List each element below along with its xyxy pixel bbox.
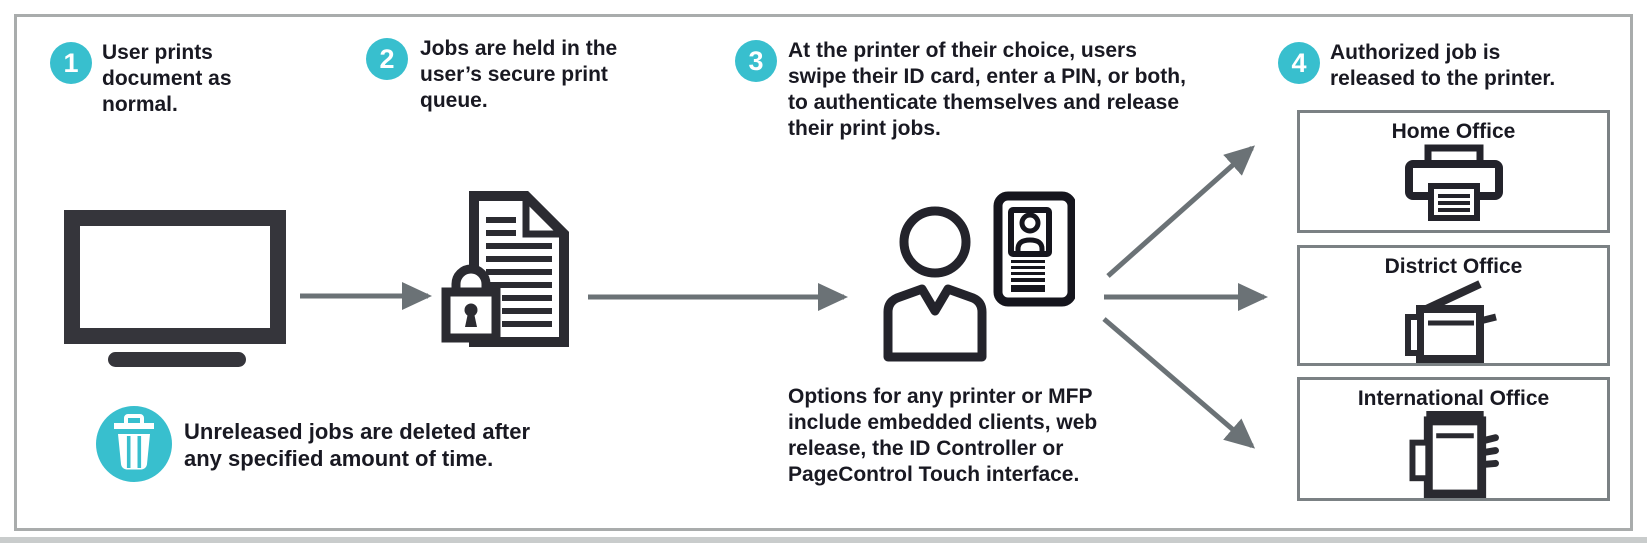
mfp-icon	[1404, 411, 1504, 498]
step-3-label: At the printer of their choice, users swipe their ID card, enter a PIN, or both, to authenticate themselves and release their print jobs.	[788, 39, 1186, 140]
copier-icon	[1396, 279, 1511, 363]
step-1-badge	[50, 42, 92, 84]
step-3-number: 3	[748, 45, 764, 76]
destination-district-office	[1297, 245, 1610, 366]
step-4-badge	[1278, 42, 1320, 84]
step-3-badge	[735, 40, 777, 82]
destination-international-office-label: International Office	[1357, 387, 1550, 410]
step-4-number: 4	[1291, 47, 1307, 78]
destination-home-office-label: Home Office	[1391, 120, 1516, 143]
step-2-label: Jobs are held in the user’s secure print queue.	[420, 37, 618, 112]
monitor-icon	[64, 210, 286, 368]
locked-document-icon	[440, 190, 575, 360]
id-card-icon	[998, 196, 1072, 302]
destination-district-office-label: District Office	[1384, 255, 1523, 278]
printer-icon	[1404, 144, 1504, 222]
destination-international-office	[1297, 377, 1610, 501]
step-2-badge	[366, 38, 408, 80]
deletion-note: Unreleased jobs are deleted after any specified amount of time.	[184, 419, 531, 471]
step-4-label: Authorized job is released to the printer.	[1330, 41, 1556, 90]
step-1-label: User prints document as normal.	[102, 41, 232, 116]
step-1-number: 1	[63, 47, 79, 78]
destination-home-office	[1297, 110, 1610, 233]
options-note: Options for any printer or MFP include embedded clients, web release, the ID Controller or PageControl Touch interface.	[788, 385, 1098, 486]
step-2-number: 2	[379, 43, 395, 74]
bottom-divider	[0, 537, 1647, 543]
trash-icon	[94, 404, 174, 484]
user-id-card-icon	[845, 190, 1075, 362]
